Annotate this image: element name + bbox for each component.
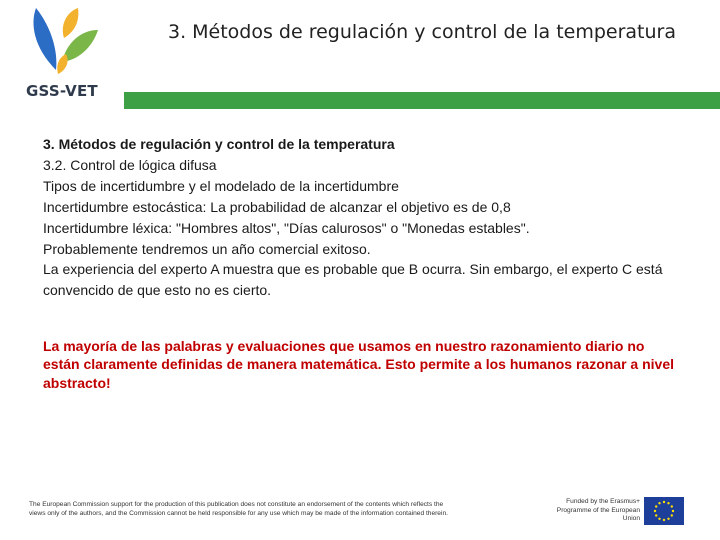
eu-flag-icon	[644, 497, 684, 525]
content-line: Tipos de incertidumbre y el modelado de la incertidumbre	[43, 177, 399, 194]
content-line: 3.2. Control de lógica difusa	[43, 156, 217, 173]
disclaimer-text: The European Commission support for the production of this publication does not constitute an endorsement of the contents which reflects the views only of the authors, and the Commission cannot be held responsible for any use which may be made of the information contained therein.	[29, 501, 448, 517]
funded-by-text: Funded by the Erasmus+ Programme of the European Union	[556, 498, 640, 522]
gss-vet-logo	[24, 4, 104, 104]
content-line: La experiencia del experto A muestra que es probable que B ocurra. Sin embargo, el experto C está convencido de que esto no es cierto.	[43, 261, 663, 299]
section-heading: 3. Métodos de regulación y control de la temperatura	[43, 136, 395, 152]
header-bar	[124, 92, 720, 109]
content-line: Incertidumbre léxica: "Hombres altos", "Días calurosos" o "Monedas estables".	[43, 219, 530, 236]
leaf-logo-icon	[28, 4, 102, 80]
content-line: Incertidumbre estocástica: La probabilidad de alcanzar el objetivo es de 0,8	[43, 198, 511, 215]
content-line: Probablemente tendremos un año comercial exitoso.	[43, 240, 371, 257]
logo-text: GSS-VET	[26, 82, 98, 100]
content-body	[43, 134, 683, 301]
highlight-text: La mayoría de las palabras y evaluaciones que usamos en nuestro razonamiento diario no están claramente definidas de manera matemática. Esto permite a los humanos razonar a nivel abstracto!	[43, 338, 675, 391]
page-title: 3. Métodos de regulación y control de la temperatura	[167, 21, 676, 43]
